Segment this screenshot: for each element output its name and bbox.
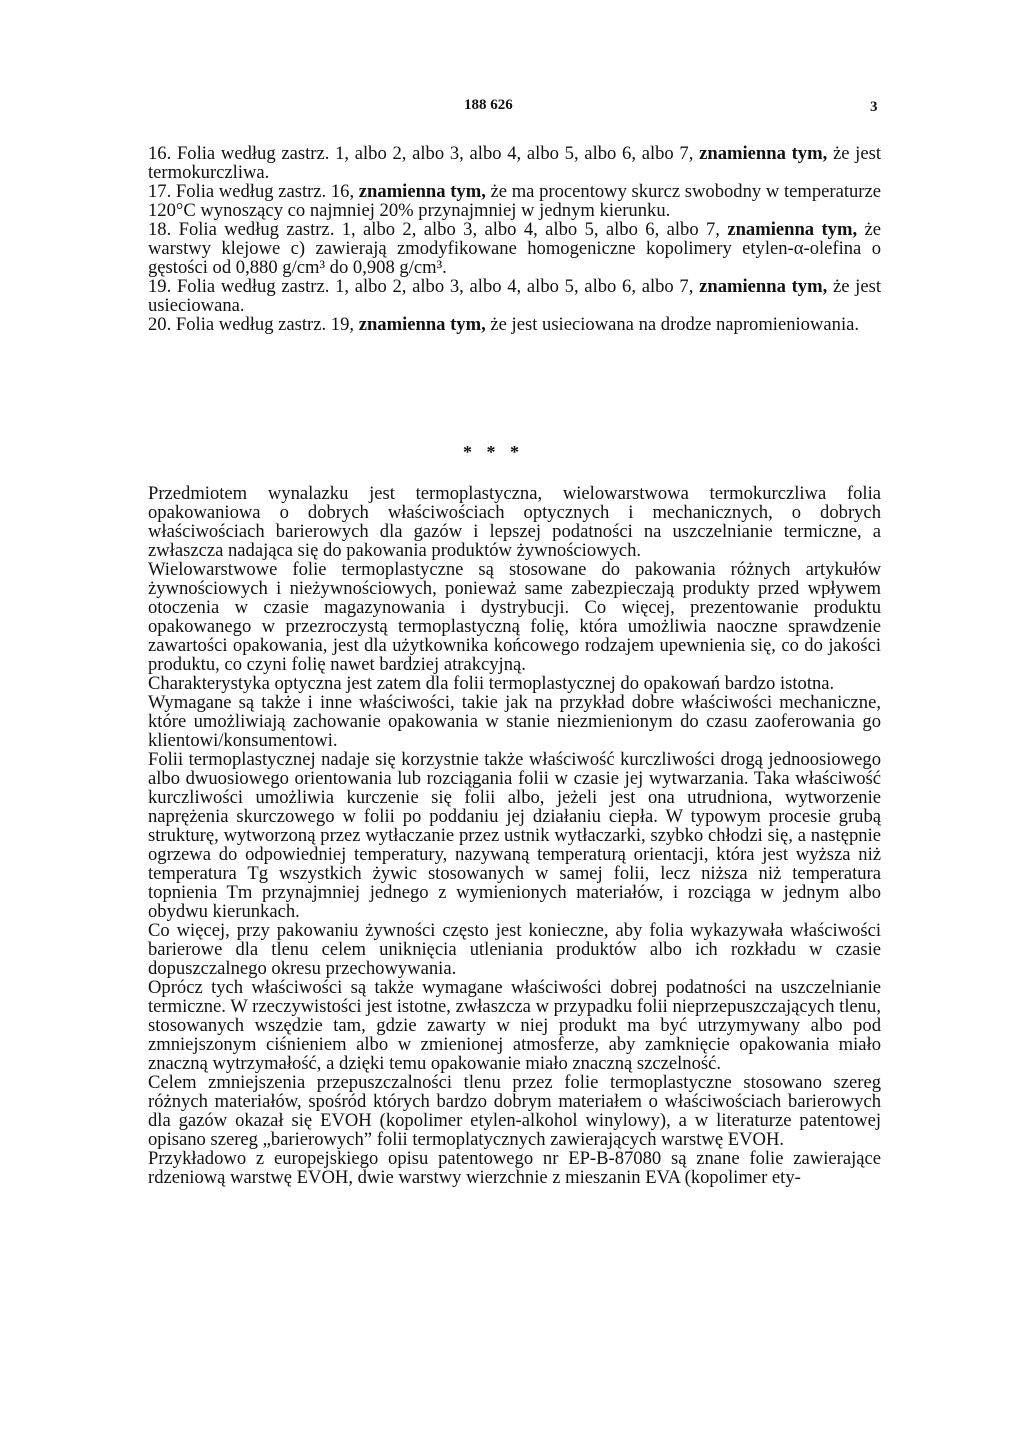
claim-18: [148, 220, 881, 277]
claim-rest: że jest termokurczliwa.: [148, 143, 881, 183]
description-paragraph: Wymagane są także i inne właściwości, takie jak na przykład dobre właściwości mechaniczne, które umożliwiają zachowanie opakowania w stanie niezmienionym do czasu zaoferowania go klientowi/konsumentowi.: [148, 692, 881, 751]
claim-rest: że jest usieciowana.: [148, 276, 881, 316]
claim-lead: 17. Folia według zastrz. 16,: [148, 181, 359, 202]
description-paragraph: Przykładowo z europejskiego opisu patentowego nr EP-B-87080 są znane folie zawierające rdzeniową warstwę EVOH, dwie warstwy wierzchnie z mieszanin EVA (kopolimer ety-: [148, 1148, 881, 1188]
claim-lead: 19. Folia według zastrz. 1, albo 2, albo 3, albo 4, albo 5, albo 6, albo 7,: [148, 276, 700, 297]
claim-20: [148, 315, 881, 334]
patent-number: 188 626: [464, 97, 513, 113]
description-paragraph: Charakterystyka optyczna jest zatem dla folii termoplastycznej do opakowań bardzo istotna.: [148, 673, 835, 694]
page-header: [0, 97, 1024, 121]
claim-lead: 16. Folia według zastrz. 1, albo 2, albo 3, albo 4, albo 5, albo 6, albo 7,: [148, 143, 700, 164]
claim-characterizing-phrase: znamienna tym,: [358, 314, 486, 335]
description-paragraph: Przedmiotem wynalazku jest termoplastyczna, wielowarstwowa termokurczliwa folia opakowaniowa o dobrych właściwościach optycznych i mechanicznych, o dobrych właściwościach barierowych dla gazów i lepszej podatności na uszczelnianie termiczne, a zwłaszcza nadająca się do pakowania produktów żywnościowych.: [148, 483, 881, 561]
description-paragraph: Folii termoplastycznej nadaje się korzystnie także właściwość kurczliwości drogą jednoosiowego albo dwuosiowego orientowania lub rozciągania folii w czasie jej wytwarzania. Taka właściwość kurczliwości umożliwia kurczenie się folii albo, jeżeli jest ona utrudniona, wytworzenie naprężenia skurczowego w folii po poddaniu jej działaniu ciepła. W typowym procesie grubą strukturę, wytworzoną przez wytłaczanie przez ustnik wytłaczarki, szybko chłodzi się, a następnie ogrzewa do odpowiedniej temperatury, nazywaną temperaturą orientacji, która jest wyższa niż temperatura Tg wszystkich żywic stosowanych w samej folii, lecz niższa niż temperatura topnienia Tm przynajmniej jednego z wymienionych materiałów, i rozciąga w jednym albo obydwu kierunkach.: [148, 749, 881, 922]
claim-17: [148, 182, 881, 220]
claims-section: [148, 144, 881, 334]
description-paragraph: Wielowarstwowe folie termoplastyczne są stosowane do pakowania różnych artykułów żywnościowych i nieżywnościowych, ponieważ same zabezpieczają produkty przed wpływem otoczenia w czasie magazynowania i dystrybucji. Co więcej, prezentowanie produktu opakowanego w przezroczystą termoplastyczną folię, która umożliwia naoczne sprawdzenie zawartości opakowania, jest dla użytkownika końcowego rodzajem upewnienia się, co do jakości produktu, co czyni folię nawet bardziej atrakcyjną.: [148, 559, 881, 675]
claim-rest: że jest usieciowana na drodze napromieniowania.: [485, 314, 860, 335]
description-paragraph: Celem zmniejszenia przepuszczalności tlenu przez folie termoplastyczne stosowano szereg różnych materiałów, spośród których bardzo dobrym materiałem o właściwościach barierowych dla gazów okazał się EVOH (kopolimer etylen-alkohol winylowy), a w literaturze patentowej opisano szereg „barierowych” folii termoplatycznych zawierających warstwę EVOH.: [148, 1072, 881, 1150]
description-section: [148, 484, 881, 1187]
claim-lead: 20. Folia według zastrz. 19,: [148, 314, 359, 335]
description-paragraph: Oprócz tych właściwości są także wymagane właściwości dobrej podatności na uszczelnianie termiczne. W rzeczywistości jest istotne, zwłaszcza w przypadku folii nieprzepuszczających tlenu, stosowanych wszędzie tam, gdzie zawarty w niej produkt ma być utrzymywany albo pod zmniejszonym ciśnieniem albo w zmienionej atmosferze, aby zamknięcie opakowania miało znaczną wytrzymałość, a dzięki temu opakowanie miało znaczną szczelność.: [148, 977, 881, 1074]
claim-19: [148, 277, 881, 315]
claim-16: [148, 144, 881, 182]
claim-lead: 18. Folia według zastrz. 1, albo 2, albo 3, albo 4, albo 5, albo 6, albo 7,: [148, 219, 728, 240]
claim-rest: że warstwy klejowe c) zawierają zmodyfikowane homogeniczne kopolimery etylen-α-olefina o gęstości od 0,880 g/cm³ do 0,908 g/cm³.: [148, 219, 881, 278]
claim-rest: że ma procentowy skurcz swobodny w temperaturze 120°C wynoszący co najmniej 20% przynajmniej w jednym kierunku.: [148, 181, 881, 221]
claim-characterizing-phrase: znamienna tym,: [727, 219, 858, 240]
page-number: 3: [870, 99, 878, 115]
claim-characterizing-phrase: znamienna tym,: [699, 143, 828, 164]
description-paragraph: Co więcej, przy pakowaniu żywności często jest konieczne, aby folia wykazywała właściwości barierowe dla tlenu celem uniknięcia utleniania produktów albo ich rozkładu w czasie dopuszczalnego okresu przechowywania.: [148, 920, 881, 979]
claim-characterizing-phrase: znamienna tym,: [699, 276, 828, 297]
claim-characterizing-phrase: znamienna tym,: [358, 181, 486, 202]
section-separator: * * *: [463, 442, 524, 462]
